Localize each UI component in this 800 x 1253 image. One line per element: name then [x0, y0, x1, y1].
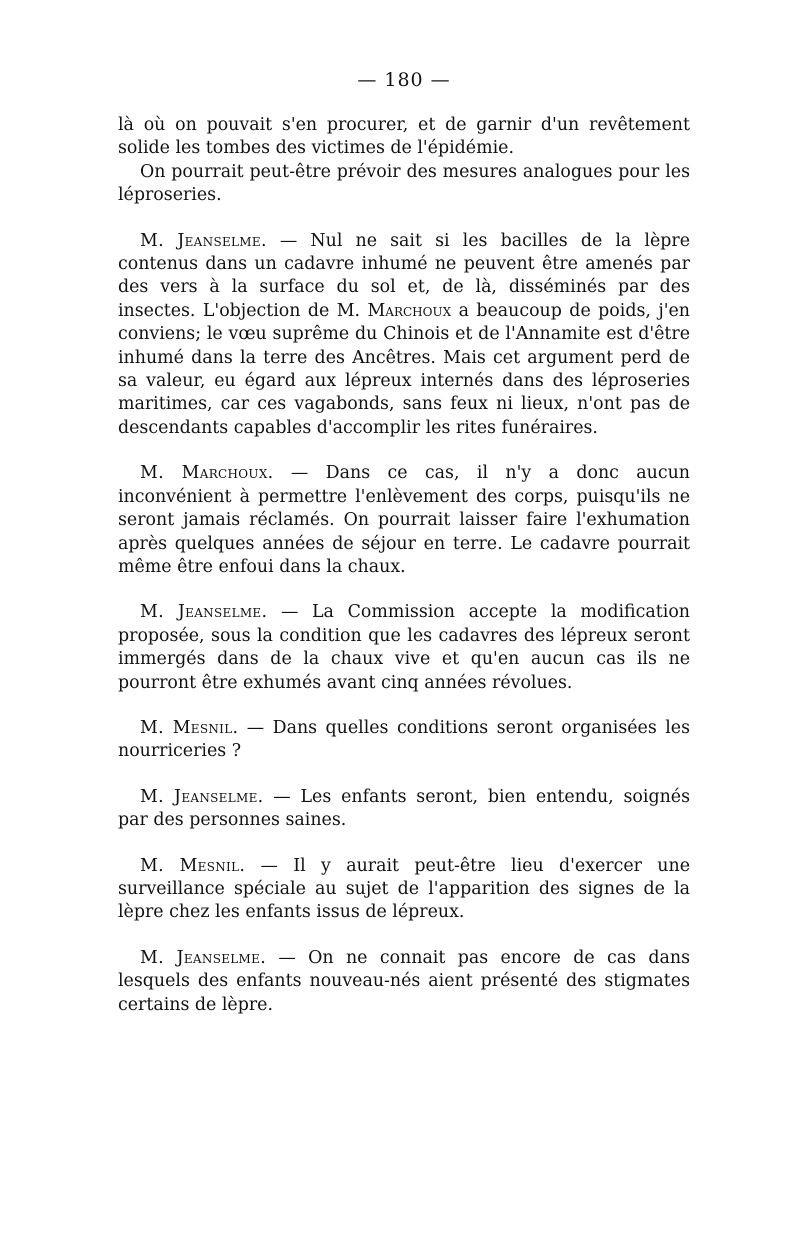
speech-paragraph: [118, 717, 690, 764]
paragraph: [118, 161, 690, 208]
speech-paragraph: [118, 947, 690, 1017]
paragraph-text: — La Commission accepte la modification proposée, sous la condition que les cadavres des lépreux seront immergés dans de la chaux vive et qu'en aucun cas ils ne pourront être exhumés avant cinq années révolues.: [118, 602, 690, 693]
inline-name: Marchoux: [367, 300, 452, 321]
paragraph-text: On pourrait peut-être prévoir des mesures analogues pour les léproseries.: [118, 161, 690, 206]
paragraph-text: là où on pouvait s'en procurer, et de garnir d'un revêtement solide les tombes des victimes de l'épidémie.: [118, 115, 690, 159]
speaker-name: M. Jeanselme.: [140, 786, 264, 807]
paragraph-text: a beaucoup de poids, j'en conviens; le vœu suprême du Chinois et de l'Annamite est d'être inhumé dans la terre des Ancêtres. Mais cet argument perd de sa valeur, eu égard aux lépreux internés dans des léproseries maritimes, car ces vagabonds, sans feux ni lieux, n'ont pas de descendants capables d'accomplir les rites funéraires.: [118, 300, 690, 438]
paragraph-continuation: [118, 114, 690, 161]
speaker-name: M. Jeanselme.: [140, 947, 267, 968]
paragraph-text: — Dans quelles conditions seront organisées les nourriceries ?: [118, 717, 691, 762]
paragraph-text: — On ne connait pas encore de cas dans lesquels des enfants nouveau-nés aient présenté des stigmates certains de lèpre.: [118, 947, 691, 1015]
speaker-name: M. Marchoux.: [140, 463, 274, 484]
paragraph-text: — Les enfants seront, bien entendu, soignés par des personnes saines.: [118, 786, 690, 831]
speaker-name: M. Mesnil.: [140, 855, 246, 876]
speech-paragraph: [118, 230, 690, 441]
page-number: — 180 —: [357, 69, 451, 91]
paragraph-text: — Il y aurait peut-être lieu d'exercer une surveillance spéciale au sujet de l'apparition des signes de la lèpre chez les enfants issus de lépreux.: [118, 855, 690, 923]
speech-paragraph: [118, 786, 690, 833]
paragraph-text: — Dans ce cas, il n'y a donc aucun inconvénient à permettre l'enlèvement des corps, puisqu'ils ne seront jamais réclamés. On pourrait laisser faire l'exhumation après quelques années de séjour en terre. Le cadavre pourrait même être enfoui dans la chaux.: [118, 463, 690, 577]
speech-paragraph: [118, 601, 690, 695]
speech-paragraph: [118, 855, 690, 925]
document-page: [118, 62, 690, 1017]
speaker-name: M. Jeanselme.: [140, 230, 267, 251]
speaker-name: M. Jeanselme.: [140, 602, 268, 623]
paragraph-text: — Nul ne sait si les bacilles de la lèpre contenus dans un cadavre inhumé ne peuvent être amenés par des vers à la surface du sol et, de là, disséminés par des insectes. L'objection de M.: [118, 230, 690, 321]
speech-paragraph: [118, 462, 690, 579]
speaker-name: M. Mesnil.: [140, 717, 239, 738]
